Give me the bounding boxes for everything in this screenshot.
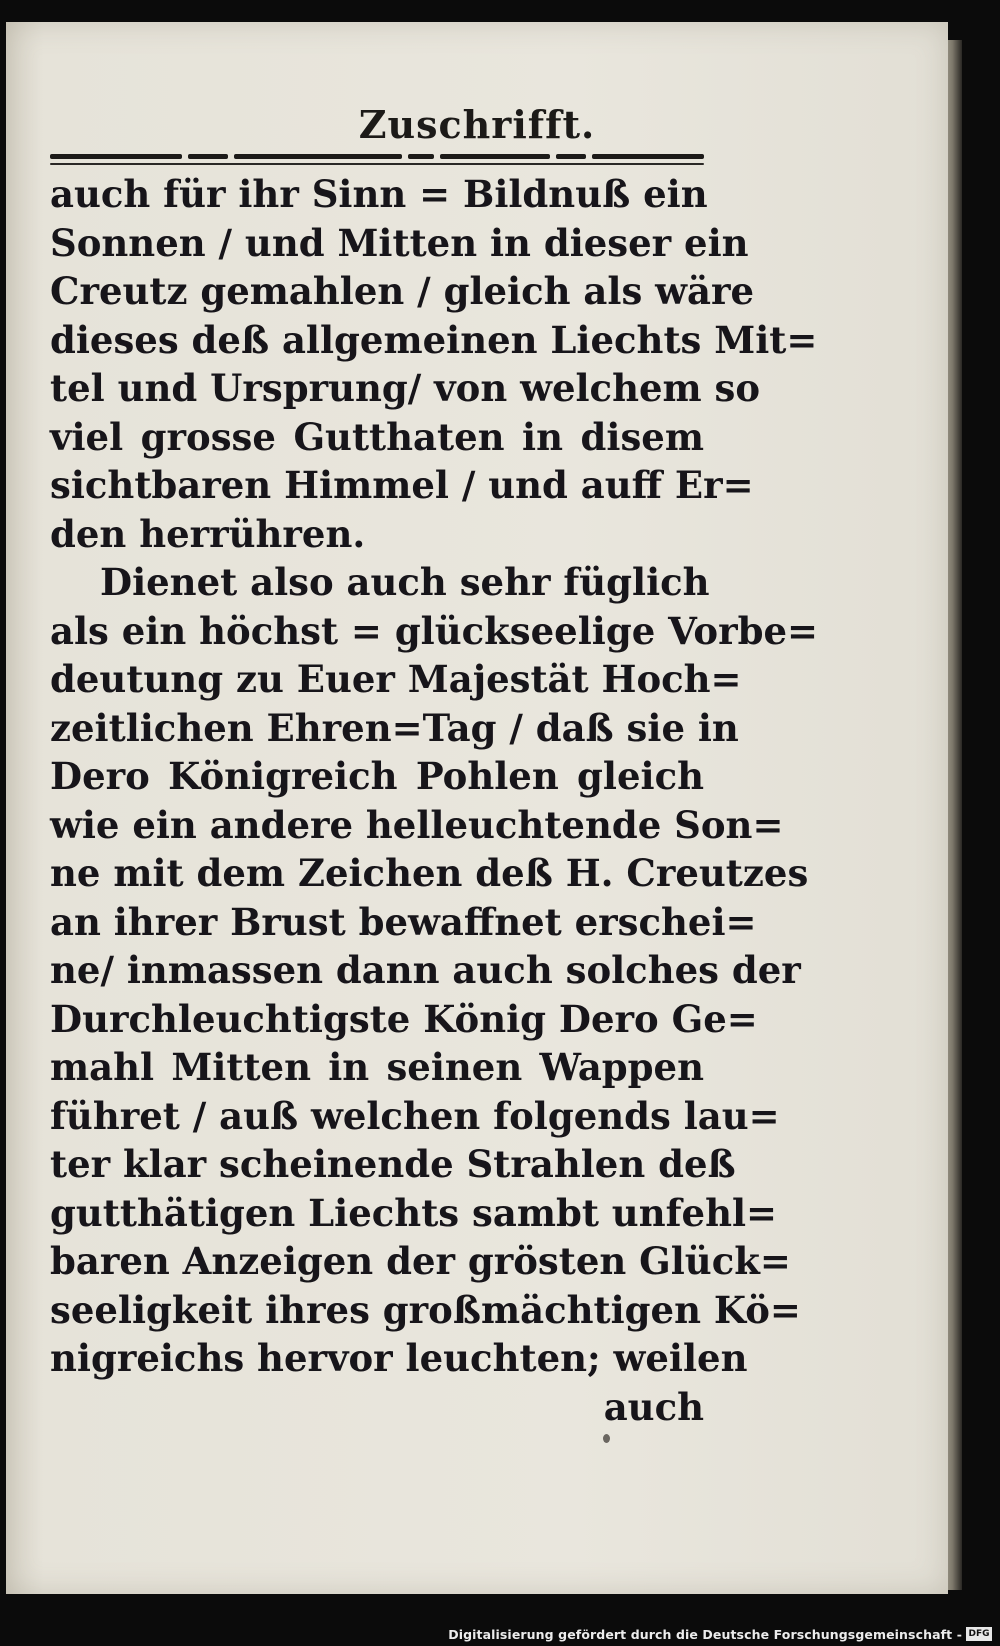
text-line: ne/ inmassen dann auch solches der xyxy=(50,948,801,992)
text-line: dieses deß allgemeinen Liechts Mit= xyxy=(50,317,818,362)
text-line: als ein höchst = glückseelige Vorbe= xyxy=(50,608,819,653)
text-line: tel und Ursprung/ von welchem so xyxy=(50,366,761,410)
text-line: deutung zu Euer Majestät Hoch= xyxy=(50,657,742,701)
text-line: Sonnen / und Mitten in dieser ein xyxy=(50,220,749,265)
text-line: Dienet also auch sehr füglich xyxy=(100,560,710,604)
header-rule xyxy=(50,154,704,170)
text-line: auch für ihr Sinn = Bildnuß ein xyxy=(50,172,708,216)
text-line: mahl Mitten in seinen Wappen xyxy=(50,1045,704,1089)
book-page xyxy=(6,22,948,1594)
footer-bar xyxy=(0,1600,1000,1646)
text-line: den herrühren. xyxy=(50,511,366,556)
text-line: wie ein andere helleuchtende Son= xyxy=(50,802,784,847)
ink-speck xyxy=(603,1434,610,1443)
funding-credit: Digitalisierung gefördert durch die Deutsche Forschungsgemeinschaft - xyxy=(448,1627,962,1642)
catchword: auch xyxy=(603,1384,704,1429)
text-line: gutthätigen Liechts sambt unfehl= xyxy=(50,1190,778,1235)
dfg-logo: DFG xyxy=(966,1627,992,1641)
text-line: baren Anzeigen der grösten Glück= xyxy=(50,1239,791,1283)
text-line: Durchleuchtigste König Dero Ge= xyxy=(50,996,758,1041)
text-line: an ihrer Brust bewaffnet erschei= xyxy=(50,899,757,944)
text-line: ter klar scheinende Strahlen deß xyxy=(50,1142,736,1186)
text-line: zeitlichen Ehren=Tag / daß sie in xyxy=(50,705,739,750)
text-line: sichtbaren Himmel / und auff Er= xyxy=(50,463,754,507)
running-header: Zuschrifft. xyxy=(358,102,596,147)
text-line: Creutz gemahlen / gleich als wäre xyxy=(50,269,755,313)
text-line: ne mit dem Zeichen deß H. Creutzes xyxy=(50,851,809,895)
text-line: viel grosse Gutthaten in disem xyxy=(50,414,704,459)
text-line: nigreichs hervor leuchten; weilen xyxy=(50,1336,748,1380)
text-line: Dero Königreich Pohlen gleich xyxy=(50,754,704,798)
text-line: seeligkeit ihres großmächtigen Kö= xyxy=(50,1287,801,1332)
text-line: führet / auß welchen folgends lau= xyxy=(50,1093,780,1138)
body-text xyxy=(50,170,819,1431)
